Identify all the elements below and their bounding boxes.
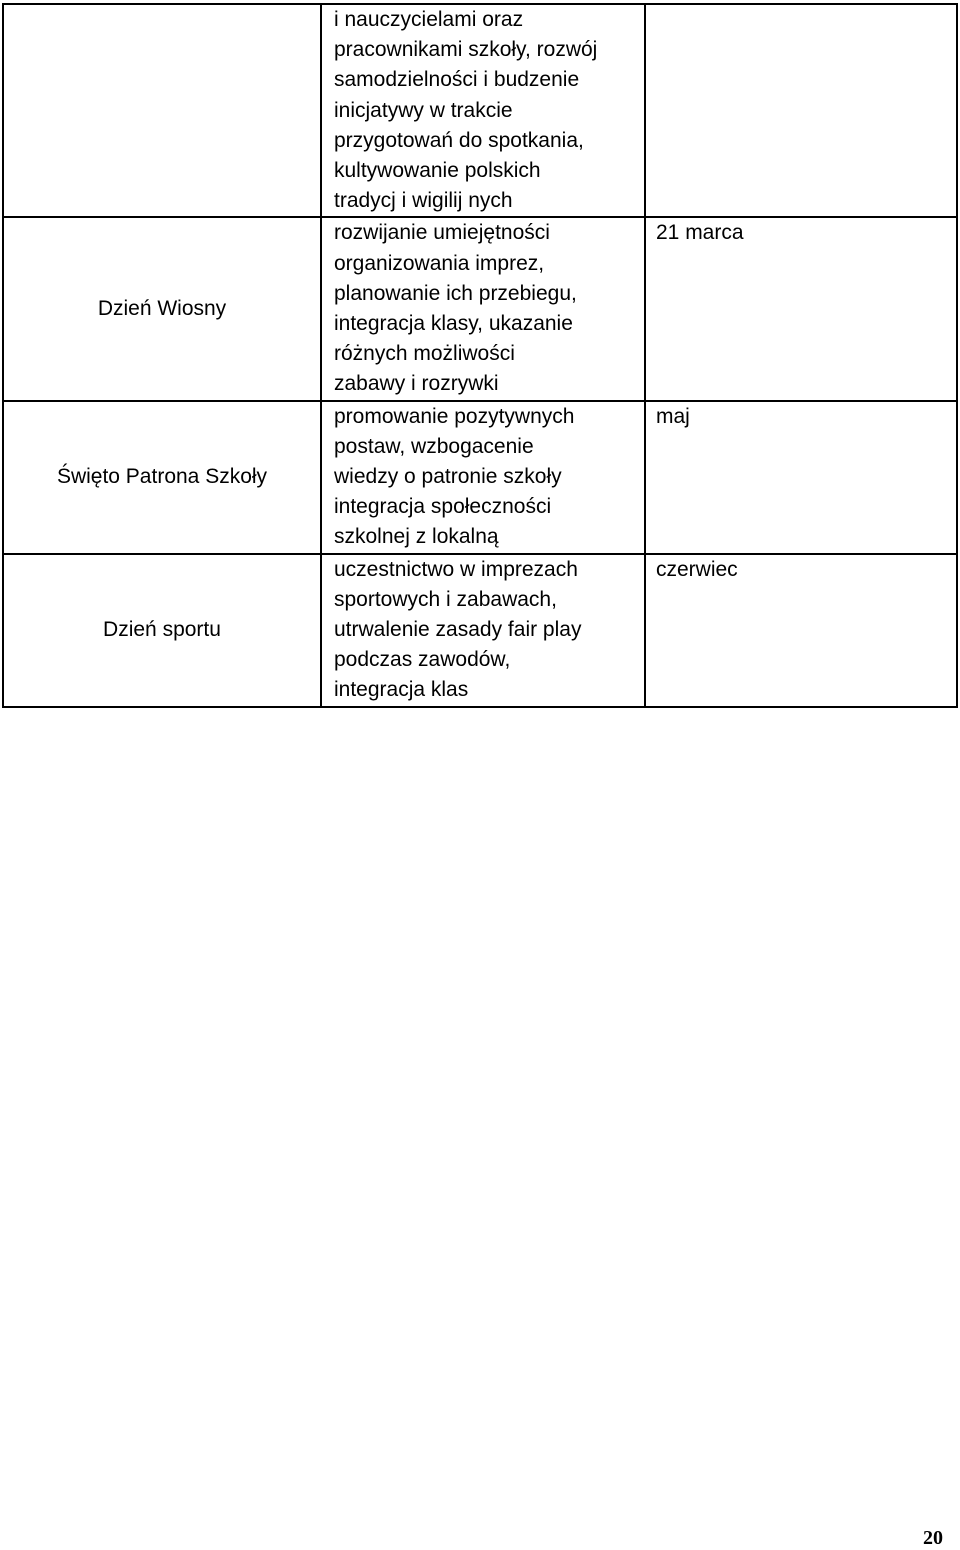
goal-line: pracownikami szkoły, rozwój <box>334 38 598 62</box>
event-name-cell: Święto Patrona Szkoły <box>3 401 321 554</box>
goal-line: rozwijanie umiejętności <box>334 221 550 245</box>
table-row <box>3 217 957 400</box>
event-name-cell: Dzień Wiosny <box>3 217 321 400</box>
goal-line: zabawy i rozrywki <box>334 372 499 396</box>
goal-line: organizowania imprez, <box>334 251 545 275</box>
event-goals-cell <box>321 217 645 400</box>
goal-line: postaw, wzbogacenie <box>334 434 534 458</box>
page-number: 20 <box>923 1527 943 1549</box>
goal-line: integracja społeczności <box>334 495 552 519</box>
table-row <box>3 401 957 554</box>
goal-line: podczas zawodów, <box>334 648 511 672</box>
event-date-cell <box>645 4 957 217</box>
event-name-cell: Dzień sportu <box>3 554 321 707</box>
event-date-cell: maj <box>645 401 957 554</box>
goal-line: samodzielności i budzenie <box>334 68 580 92</box>
goal-line: utrwalenie zasady fair play <box>334 618 582 642</box>
event-goals-cell <box>321 4 645 217</box>
goal-line: sportowych i zabawach, <box>334 587 557 611</box>
goal-line: tradycj i wigilij nych <box>334 189 513 213</box>
event-date-cell: 21 marca <box>645 217 957 400</box>
goal-line: różnych możliwości <box>334 342 515 366</box>
school-events-table <box>2 3 958 708</box>
goal-line: kultywowanie polskich <box>334 159 541 183</box>
goal-line: integracja klasy, ukazanie <box>334 312 573 336</box>
event-goals-cell <box>321 554 645 707</box>
goal-line: wiedzy o patronie szkoły <box>334 465 562 489</box>
goal-line: szkolnej z lokalną <box>334 525 499 549</box>
goal-line: uczestnictwo w imprezach <box>334 557 578 581</box>
event-name-cell <box>3 4 321 217</box>
goal-line: inicjatywy w trakcie <box>334 98 513 122</box>
goal-line: przygotowań do spotkania, <box>334 128 584 152</box>
goal-line: integracja klas <box>334 678 469 702</box>
table-row <box>3 4 957 217</box>
goal-line: promowanie pozytywnych <box>334 404 575 428</box>
table-row <box>3 554 957 707</box>
event-date-cell: czerwiec <box>645 554 957 707</box>
goal-line: i nauczycielami oraz <box>334 8 524 31</box>
event-goals-cell <box>321 401 645 554</box>
goal-line: planowanie ich przebiegu, <box>334 281 577 305</box>
